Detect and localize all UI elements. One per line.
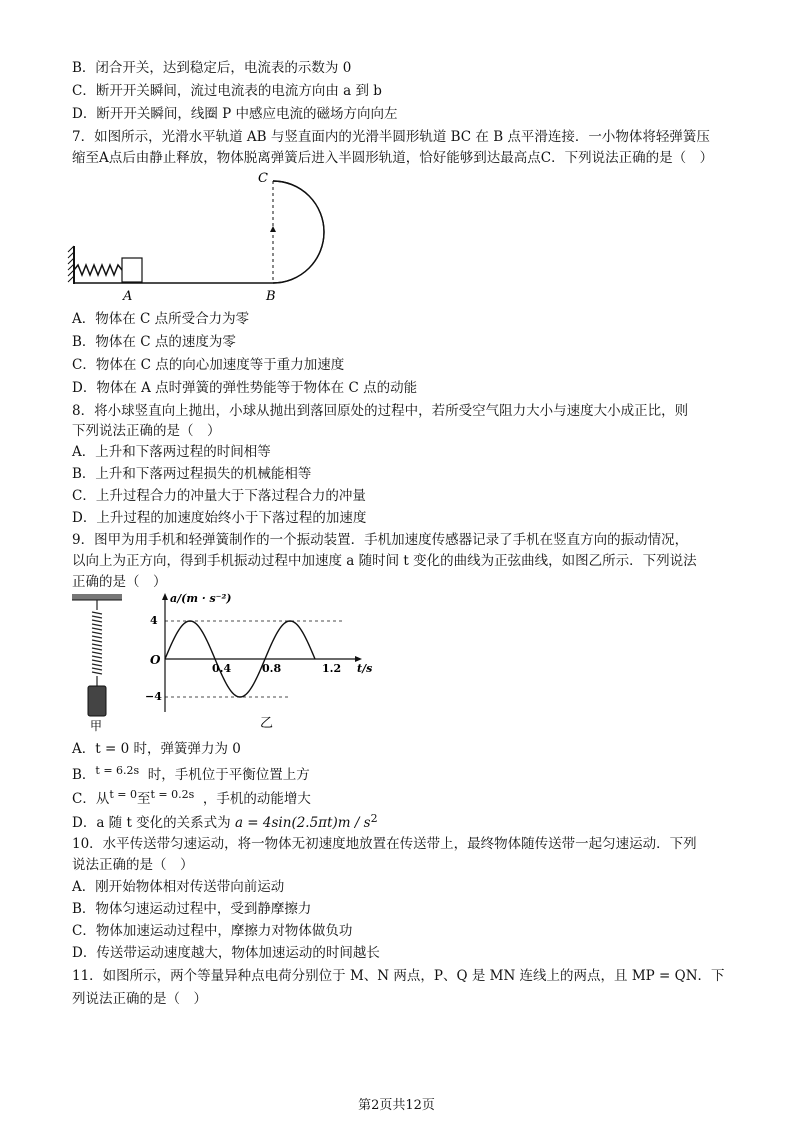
q10-stem-line1: 10．水平传送带匀速运动，将一物体无初速度地放置在传送带上，最终物体随传送带一起匀速运动．下列 (72, 836, 697, 852)
a-axis-arrow (162, 593, 168, 600)
q9-option-d-formula: a = 4sin(2.5πt)m / s (234, 815, 371, 831)
q9-option-d-text: D．a 随 t 变化的关系式为 (72, 815, 231, 831)
q9-option-d: D．a 随 t 变化的关系式为 $a = 4\sin(2.5\pi t)m / s^2$ (72, 812, 378, 831)
q9-stem-line1: 9．图甲为用手机和轻弹簧制作的一个振动装置．手机加速度传感器记录了手机在竖直方向的振动情况， (72, 532, 689, 548)
q9-option-c-mid: 至 (136, 791, 151, 807)
label-a: A (123, 289, 133, 304)
q11-stem-line1: 11．如图所示，两个等量异种点电荷分别位于 M、N 两点，P、Q 是 MN 连线上的两点，且 MP = QN．下 (72, 968, 725, 984)
q9-option-c (72, 786, 311, 808)
q9-spring-phone-figure (70, 592, 130, 732)
x-tick-0.4: 0.4 (212, 662, 232, 675)
q9-option-b-time: t = 6.2s (95, 764, 140, 777)
q10-option-c: C．物体加速运动过程中，摩擦力对物体做负功 (72, 923, 353, 939)
q7-option-a: A．物体在 C 点所受合力为零 (72, 311, 250, 327)
block (122, 258, 142, 282)
arrow-up (270, 226, 276, 232)
label-b: B (266, 289, 276, 304)
q9-stem-line2: 以向上为正方向，得到手机振动过程中加速度 a 随时间 t 变化的曲线为正弦曲线，如图乙所示．下列说法 (72, 553, 697, 569)
q10-option-b: B．物体匀速运动过程中，受到静摩擦力 (72, 901, 312, 917)
q7-stem-line1: 7．如图所示，光滑水平轨道 AB 与竖直面内的光滑半圆形轨道 BC 在 B 点平滑连接．一小物体将轻弹簧压 (72, 129, 710, 145)
q7-option-d: D．物体在 A 点时弹簧的弹性势能等于物体在 C 点的动能 (72, 380, 418, 396)
q8-stem-line1: 8．将小球竖直向上抛出，小球从抛出到落回原处的过程中，若所受空气阻力大小与速度大小成正比，则 (72, 403, 689, 419)
q9-stem-line3: 正确的是（ ） (72, 574, 167, 590)
q10-option-d: D．传送带运动速度越大，物体加速运动的时间越长 (72, 945, 380, 961)
fig-jia-label: 甲 (90, 719, 103, 732)
q9-option-c-letter: C．从 (72, 791, 110, 807)
phone-icon (88, 686, 106, 716)
origin-label: O (150, 653, 161, 667)
q8-option-d: D．上升过程的加速度始终小于下落过程的加速度 (72, 510, 367, 526)
semicircle-track (273, 181, 324, 283)
x-tick-0.8: 0.8 (262, 662, 282, 675)
q9-option-c-t1: t = 0.2s (150, 788, 195, 801)
y-tick-neg: −4 (145, 690, 162, 703)
q9-option-c-text: ，手机的动能增大 (202, 791, 311, 807)
y-tick-pos: 4 (150, 614, 158, 627)
spring (74, 265, 122, 275)
q8-option-a: A．上升和下落两过程的时间相等 (72, 444, 271, 460)
label-c: C (258, 171, 268, 186)
page-footer: 第2页共12页 (358, 1098, 435, 1113)
x-tick-1.2: 1.2 (322, 662, 342, 675)
q9-option-b-letter: B． (72, 767, 96, 783)
ceiling (72, 594, 122, 600)
q9-sine-graph (140, 592, 380, 737)
q7-option-c: C．物体在 C 点的向心加速度等于重力加速度 (72, 357, 345, 373)
q10-option-a: A．刚开始物体相对传送带向前运动 (72, 879, 285, 895)
spring-coil (92, 600, 102, 686)
q7-option-b: B．物体在 C 点的速度为零 (72, 334, 236, 350)
q9-option-a: A．t = 0 时，弹簧弹力为 0 (72, 741, 241, 757)
q6-option-d: D．断开开关瞬间，线圈 P 中感应电流的磁场方向向左 (72, 106, 398, 122)
y-axis-label: a/(m · s⁻²) (170, 592, 232, 605)
q8-stem-line2: 下列说法正确的是（ ） (72, 423, 221, 439)
q7-track-figure (66, 166, 346, 306)
q6-option-b: B．闭合开关，达到稳定后，电流表的示数为 0 (72, 60, 352, 76)
x-axis-label: t/s (357, 662, 373, 675)
q9-option-c-t0: t = 0 (109, 788, 137, 801)
q10-stem-line2: 说法正确的是（ ） (72, 857, 194, 873)
q7-stem-line2: 缩至A点后由静止释放，物体脱离弹簧后进入半圆形轨道，恰好能够到达最高点C．下列说法正确的是（ ） (72, 150, 714, 166)
semicircle-track-inner (273, 181, 324, 283)
q11-stem-line2: 列说法正确的是（ ） (72, 991, 207, 1007)
q9-option-b-text: 时，手机位于平衡位置上方 (147, 767, 310, 783)
q6-option-c: C．断开开关瞬间，流过电流表的电流方向由 a 到 b (72, 83, 382, 99)
q8-option-c: C．上升过程合力的冲量大于下落过程合力的冲量 (72, 488, 366, 504)
q9-option-b (72, 762, 310, 784)
q8-option-b: B．上升和下落两过程损失的机械能相等 (72, 466, 312, 482)
fig-yi-label: 乙 (260, 716, 274, 731)
